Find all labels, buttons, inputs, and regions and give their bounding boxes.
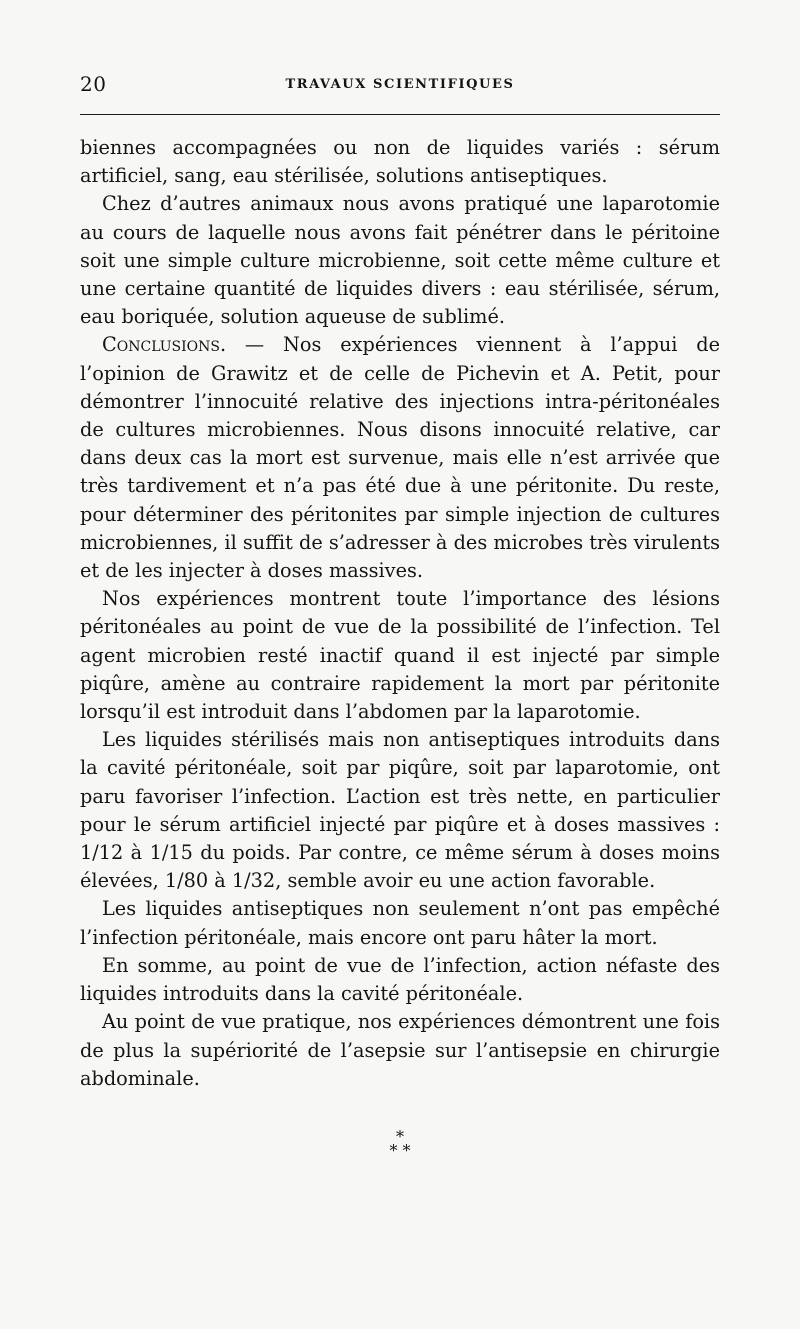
paragraph-2 xyxy=(80,190,720,331)
paragraph-1 xyxy=(80,134,720,190)
page-header xyxy=(80,72,720,102)
paragraph-8 xyxy=(80,1008,720,1093)
paragraph-text: — Nos expériences viennent à l’appui de l’opinion de Grawitz et de celle de Pichevin et A. Petit, pour démontrer l’innocuité relative des injections intra-péritonéales de cultures microbiennes. Nous disons innocuité relative, car dans deux cas la mort est survenue, mais elle n’est arrivée que très tardivement et n’a pas été due à une péritonite. Du reste, pour déterminer des péritonites par simple injection de cultures microbiennes, il suffit de s’adresser à des microbes très virulents et de les injecter à doses massives. xyxy=(80,333,720,583)
paragraph-4 xyxy=(80,585,720,726)
paragraph-3 xyxy=(80,331,720,585)
asterism-top: * xyxy=(396,1127,404,1146)
paragraph-7 xyxy=(80,952,720,1008)
paragraph-text: biennes accompagnées ou non de liquides variés : sérum artificiel, sang, eau stérilisée, solutions antiseptiques. xyxy=(80,136,720,188)
paragraph-text: Chez d’autres animaux nous avons pratiqué une laparotomie au cours de laquelle nous avons fait pénétrer dans le péritoine soit une simple culture microbienne, soit cette même culture et une certaine quantité de liquides divers : eau stérilisée, sérum, eau boriquée, solution aqueuse de sublimé. xyxy=(80,192,720,329)
paragraph-6 xyxy=(80,895,720,951)
paragraph-text: Nos expériences montrent toute l’importance des lésions péritonéales au point de vue de la possibilité de l’infection. Tel agent microbien resté inactif quand il est injecté par simple piqûre, amène au contraire rapidement la mort par péritonite lorsqu’il est introduit dans l’abdomen par la laparotomie. xyxy=(80,587,720,724)
paragraph-text: Les liquides stérilisés mais non antiseptiques introduits dans la cavité péritonéale, soit par piqûre, soit par laparotomie, ont paru favoriser l’infection. L’action est très nette, en particulier pour le sérum artificiel injecté par piqûre et à doses massives : 1/12 à 1/15 du poids. Par contre, ce même sérum à doses moins élevées, 1/80 à 1/32, semble avoir eu une action favorable. xyxy=(80,728,720,893)
body-text xyxy=(80,134,720,1093)
asterism xyxy=(370,1127,430,1170)
paragraph-5 xyxy=(80,726,720,895)
running-title: TRAVAUX SCIENTIFIQUES xyxy=(285,77,515,92)
paragraph-text: En somme, au point de vue de l’infection, action néfaste des liquides introduits dans la cavité péritonéale. xyxy=(80,953,720,1006)
paragraph-text: Les liquides antiseptiques non seulement n’ont pas empêché l’infection péritonéale, mais encore ont paru hâter la mort. xyxy=(80,897,720,949)
asterism-bottom: * * xyxy=(389,1141,411,1160)
section-lead: Conclusions. xyxy=(102,333,227,357)
header-rule xyxy=(80,114,720,115)
paragraph-text: Au point de vue pratique, nos expériences démontrent une fois de plus la supériorité de l’asepsie sur l’antisepsie en chirurgie abdominale. xyxy=(80,1010,720,1090)
page-number: 20 xyxy=(80,72,107,96)
